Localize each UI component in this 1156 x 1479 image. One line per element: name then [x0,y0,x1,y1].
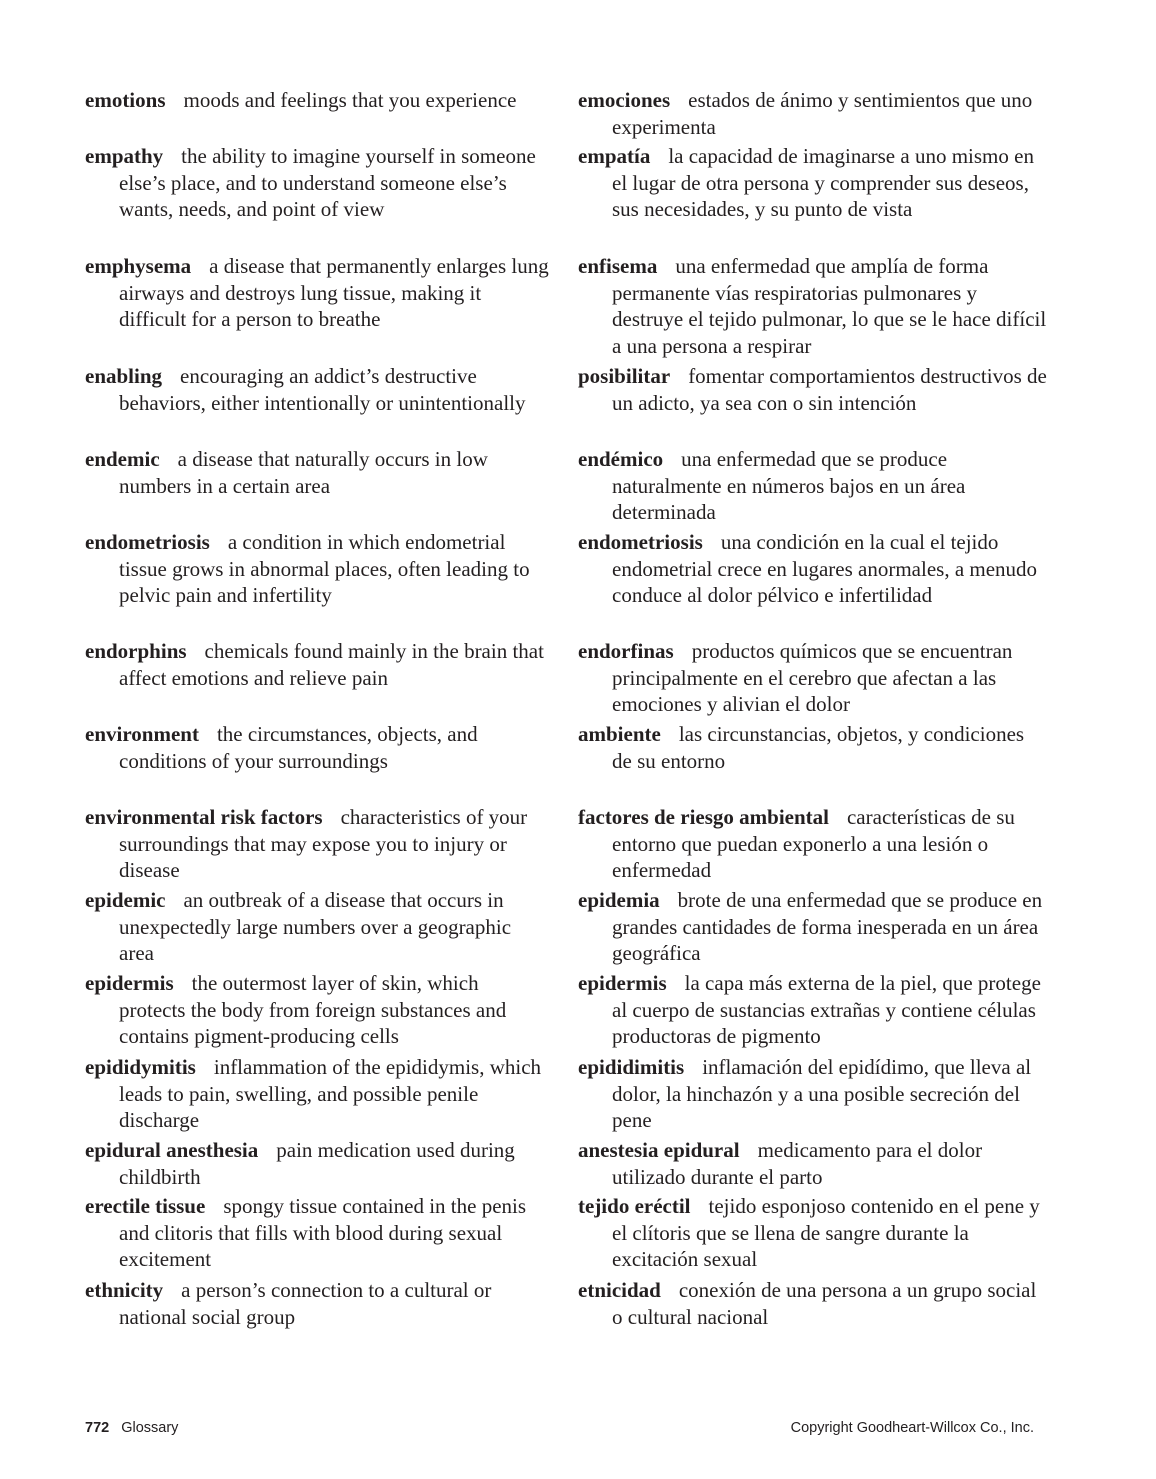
entry-definition: the outermost layer of skin, which protects the body from foreign substances and contains pigment-producing cells [119,971,507,1048]
entry-term: epididimitis [578,1055,685,1079]
entry-definition: medicamento para el dolor utilizado durante el parto [612,1138,983,1189]
entry-term: endemic [85,447,160,471]
glossary-entry [578,363,1048,416]
glossary-entry [85,970,550,1050]
entry-term: anestesia epidural [578,1138,740,1162]
entry-definition: estados de ánimo y sentimientos que uno experimenta [612,88,1033,139]
glossary-entry [578,638,1048,718]
entry-definition: pain medication used during childbirth [119,1138,515,1189]
entry-term: emotions [85,88,166,112]
entry-term: etnicidad [578,1278,661,1302]
glossary-entry [578,253,1048,359]
entry-term: endometriosis [85,530,210,554]
glossary-entry [578,804,1048,884]
entry-term: factores de riesgo ambiental [578,805,829,829]
entry-term: tejido eréctil [578,1194,691,1218]
page-footer-left [85,1419,178,1437]
entry-definition: spongy tissue contained in the penis and clitoris that fills with blood during sexual excitement [119,1194,527,1271]
entry-term: epidural anesthesia [85,1138,259,1162]
glossary-entry [85,446,550,499]
entry-term: epidermis [85,971,174,995]
entry-definition: moods and feelings that you experience [183,88,517,112]
entry-definition: encouraging an addict’s destructive behaviors, either intentionally or unintentionally [119,364,526,415]
entry-definition: inflammation of the epididymis, which leads to pain, swelling, and possible penile discharge [119,1055,542,1132]
entry-term: epidermis [578,971,667,995]
entry-term: ambiente [578,722,661,746]
entry-definition: the circumstances, objects, and conditions of your surroundings [119,722,478,773]
glossary-entry [578,887,1048,967]
entry-definition: conexión de una persona a un grupo social o cultural nacional [612,1278,1037,1329]
glossary-entry [578,143,1048,223]
entry-term: posibilitar [578,364,671,388]
entry-definition: a disease that permanently enlarges lung airways and destroys lung tissue, making it difficult for a person to breathe [119,254,549,331]
glossary-entry [85,87,550,114]
glossary-entry [578,1277,1048,1330]
entry-definition: chemicals found mainly in the brain that affect emotions and relieve pain [119,639,544,690]
entry-term: enfisema [578,254,658,278]
entry-definition: fomentar comportamientos destructivos de un adicto, ya sea con o sin intención [612,364,1047,415]
entry-term: ethnicity [85,1278,164,1302]
glossary-entry [85,253,550,333]
entry-term: erectile tissue [85,1194,206,1218]
entry-term: endorphins [85,639,187,663]
entry-definition: la capa más externa de la piel, que protege al cuerpo de sustancias extrañas y contiene células productoras de pigmento [612,971,1041,1048]
entry-definition: inflamación del epidídimo, que lleva al dolor, la hinchazón y a una posible secreción del pene [612,1055,1032,1132]
entry-term: endorfinas [578,639,674,663]
entry-definition: the ability to imagine yourself in someone else’s place, and to understand someone else’s wants, needs, and point of view [119,144,536,221]
glossary-entry [578,87,1048,140]
glossary-entry [85,1277,550,1330]
glossary-entry [578,721,1048,774]
entry-term: emociones [578,88,671,112]
entry-definition: a condition in which endometrial tissue grows in abnormal places, often leading to pelvic pain and infertility [119,530,530,607]
glossary-entry [85,721,550,774]
entry-term: epididymitis [85,1055,196,1079]
entry-definition: la capacidad de imaginarse a uno mismo en el lugar de otra persona y comprender sus deseos, sus necesidades, y su punto de vista [612,144,1034,221]
entry-definition: una enfermedad que se produce naturalmente en números bajos en un área determinada [612,447,966,524]
entry-definition: características de su entorno que puedan exponerlo a una lesión o enfermedad [612,805,1015,882]
glossary-entry [85,1193,550,1273]
entry-definition: brote de una enfermedad que se produce en grandes cantidades de forma inesperada en un área geográfica [612,888,1043,965]
entry-term: empathy [85,144,164,168]
glossary-entry [578,1054,1048,1134]
glossary-entry [85,1137,550,1190]
entry-term: endometriosis [578,530,703,554]
glossary-entry [85,804,550,884]
entry-definition: tejido esponjoso contenido en el pene y el clítoris que se llena de sangre durante la excitación sexual [612,1194,1040,1271]
entry-definition: las circunstancias, objetos, y condiciones de su entorno [612,722,1025,773]
entry-term: epidemic [85,888,166,912]
entry-definition: a person’s connection to a cultural or national social group [119,1278,492,1329]
entry-term: environmental risk factors [85,805,323,829]
glossary-entry [85,638,550,691]
entry-definition: una condición en la cual el tejido endometrial crece en lugares anormales, a menudo conduce al dolor pélvico e infertilidad [612,530,1038,607]
entry-definition: an outbreak of a disease that occurs in unexpectedly large numbers over a geographic area [119,888,512,965]
glossary-entry [85,529,550,609]
entry-term: emphysema [85,254,192,278]
entry-term: empatía [578,144,651,168]
glossary-entry [578,970,1048,1050]
entry-term: endémico [578,447,664,471]
glossary-entry [85,143,550,223]
entry-definition: una enfermedad que amplía de forma permanente vías respiratorias pulmonares y destruye el tejido pulmonar, lo que se le hace difícil a una persona a respirar [612,254,1047,358]
glossary-entry [85,363,550,416]
entry-term: enabling [85,364,163,388]
glossary-entry [578,1137,1048,1190]
entry-term: environment [85,722,199,746]
entry-definition: productos químicos que se encuentran principalmente en el cerebro que afectan a las emociones y alivian el dolor [612,639,1013,716]
copyright-notice: Copyright Goodheart-Willcox Co., Inc. [790,1420,1034,1436]
entry-definition: characteristics of your surroundings that may expose you to injury or disease [119,805,528,882]
glossary-entry [85,887,550,967]
glossary-entry [578,446,1048,526]
section-name: Glossary [121,1420,179,1436]
entry-term: epidemia [578,888,660,912]
glossary-entry [578,1193,1048,1273]
page-number: 772 [85,1420,110,1436]
glossary-entry [578,529,1048,609]
glossary-entry [85,1054,550,1134]
entry-definition: a disease that naturally occurs in low numbers in a certain area [119,447,488,498]
